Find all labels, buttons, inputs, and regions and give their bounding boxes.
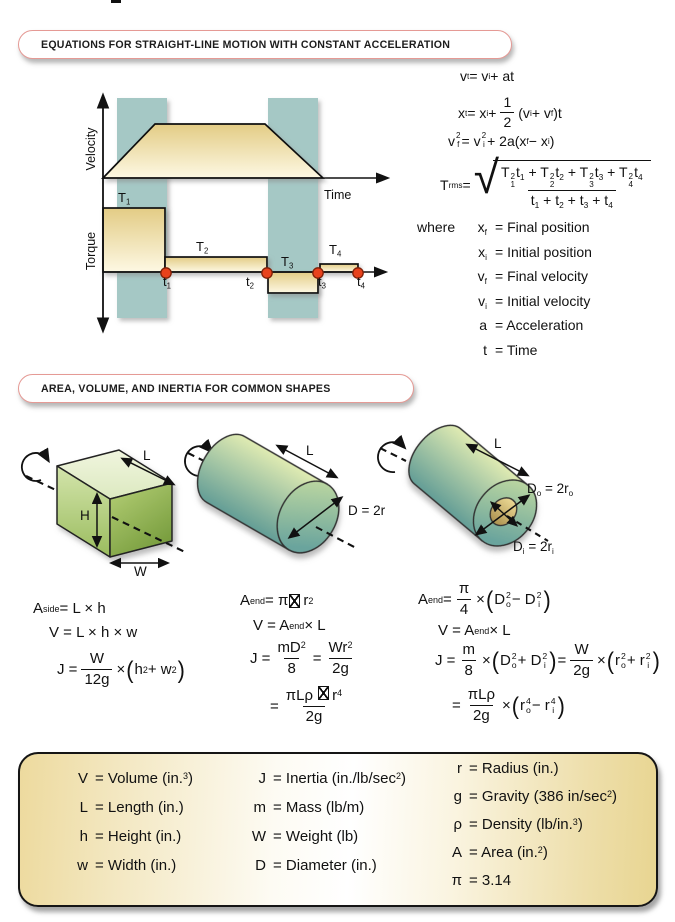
cylinder-shape <box>185 425 356 564</box>
time-label-3: $t_3$ <box>318 274 326 291</box>
legend-definition: = Mass (lb/m) <box>273 799 365 816</box>
where-definition: = Final position <box>495 219 590 235</box>
legend-symbol: D <box>255 857 266 874</box>
crop-mark <box>111 0 121 3</box>
time-label-2: $t_2$ <box>246 274 254 291</box>
velocity-torque-graph <box>55 80 425 350</box>
legend-box <box>18 752 658 907</box>
legend-symbol: A <box>451 844 462 861</box>
legend-symbol: π <box>451 872 462 889</box>
legend-symbol: r <box>457 760 462 777</box>
equation-position: x t = x i + $\frac{1}{2}$ (v i + v f )t <box>458 94 562 130</box>
legend-symbol: ρ <box>453 816 462 833</box>
where-definition: = Acceleration <box>495 317 584 334</box>
legend-definition: = Diameter (in.) <box>273 857 377 874</box>
tube-area-formula: A end = $\frac{\pi}{4}$ × ( D 2 o − D 2 i ) <box>418 580 551 618</box>
where-symbol: a <box>479 317 487 334</box>
cylinder-inertia-formula-2: = $\frac{\pi L\rho r^4}{2g}$ <box>270 687 343 725</box>
where-definition: = Final velocity <box>495 268 588 285</box>
tube-inner-diameter-label: $D_i = 2r_i$ <box>513 539 554 556</box>
torque-block-1 <box>103 208 165 272</box>
torque-block-4 <box>320 264 358 272</box>
torque-label-4: $T_4$ <box>329 242 342 259</box>
velocity-axis-label: Velocity <box>84 127 98 171</box>
legend-row <box>434 816 617 844</box>
box-area-formula: A side = L × h <box>33 600 106 617</box>
box-volume-formula: V = L × h × w <box>49 624 138 641</box>
legend-row <box>434 760 617 788</box>
legend-row <box>60 799 193 828</box>
where-definition: = Initial velocity <box>495 292 591 309</box>
equation-velocity: v t = v i + at <box>460 68 515 84</box>
legend-row <box>238 857 406 886</box>
cylinder-length-label: L <box>306 443 314 458</box>
torque-axis-label: Torque <box>84 231 98 271</box>
cylinder-area-formula: A end = π r 2 <box>240 592 314 609</box>
tube-rotation-arrow <box>378 442 404 472</box>
banner-shapes <box>18 374 414 403</box>
legend-definition: = Radius (in.) <box>469 760 559 777</box>
legend-definition: = Gravity (386 $in/\sec^2$) <box>469 788 617 805</box>
legend-definition: = Width (in.) <box>95 857 177 874</box>
legend-symbol: h <box>79 828 88 845</box>
cylinder-inertia-formula: J = $\frac{mD^2}{8}$ = $\frac{Wr^2}{2g}$ <box>250 639 353 677</box>
tube-shape <box>378 415 550 559</box>
time-label-1: $t_1$ <box>163 274 171 291</box>
legend-definition: = Volume (in.$^3$) <box>95 770 193 787</box>
legend-symbol: w <box>77 857 88 874</box>
legend-column-2 <box>238 770 406 886</box>
legend-symbol: m <box>253 799 266 816</box>
box-length-label: L <box>143 448 151 463</box>
where-row-t <box>417 342 592 367</box>
legend-row <box>434 872 617 900</box>
where-row-a <box>417 317 592 342</box>
where-symbol: $x_i$ <box>478 243 487 262</box>
tube-length-label: L <box>494 436 502 451</box>
tube-inertia-formula-2: = $\frac{\text{πLρ}}{2g}$ × ( r 4 o − r 4 i ) <box>452 686 565 724</box>
legend-definition: = Weight (lb) <box>273 828 359 845</box>
legend-definition: = Height (in.) <box>95 828 182 845</box>
legend-symbol: L <box>79 799 88 816</box>
legend-row <box>238 828 406 857</box>
where-symbol: $v_i$ <box>478 292 487 311</box>
legend-definition: = 3.14 <box>469 872 512 889</box>
where-definition: = Initial position <box>495 243 592 260</box>
banner-shapes-label: AREA, VOLUME, AND INERTIA FOR COMMON SHAPES <box>41 382 331 395</box>
box-inertia-formula: J = $\frac{W}{12g}$ × ( h 2 + w 2 ) <box>57 650 185 688</box>
banner-motion <box>18 30 512 59</box>
legend-row <box>238 770 406 799</box>
torque-label-2: $T_2$ <box>196 239 209 256</box>
where-symbol: $v_f$ <box>477 268 487 287</box>
where-row-xf <box>417 219 592 244</box>
time-axis-label: Time <box>324 188 352 202</box>
tube-axis-dashed <box>380 448 406 461</box>
banner-motion-label: EQUATIONS FOR STRAIGHT-LINE MOTION WITH CONSTANT ACCELERATION <box>41 38 451 51</box>
cylinder-volume-formula: V = A end × L <box>253 617 326 634</box>
where-prefix: where <box>417 219 456 235</box>
tube-volume-formula: V = A end × L <box>438 622 511 639</box>
torque-label-1: $T_1$ <box>118 190 131 207</box>
legend-column-3 <box>434 760 617 900</box>
legend-row <box>434 844 617 872</box>
where-row-vf <box>417 268 592 293</box>
legend-definition: = Area (in.$^2$) <box>469 844 548 861</box>
legend-row <box>60 770 193 799</box>
where-row-xi <box>417 244 592 269</box>
tube-inertia-formula: J = $\frac{m}{8}$ × ( D 2 o + D 2 i ) = $\frac{W}{2g}$ × ( r 2 o + r 2 i ) <box>435 641 660 679</box>
legend-row <box>60 857 193 886</box>
legend-definition: = Inertia $(in./lb/\sec^2)$ <box>273 770 406 787</box>
time-label-4: $t_4$ <box>357 274 365 291</box>
legend-definition: = Length (in.) <box>95 799 184 816</box>
shapes-figure <box>0 420 675 615</box>
legend-row <box>60 828 193 857</box>
box-shape <box>22 450 185 563</box>
legend-symbol: J <box>258 770 266 787</box>
torque-block-2 <box>165 257 267 272</box>
equation-velocity-squared: v 2 f = v 2 i + 2a(x f − x i ) <box>448 131 555 149</box>
where-symbol: $x_f$ <box>477 219 487 237</box>
time-dot-2 <box>262 268 272 278</box>
torque-label-3: $T_3$ <box>281 254 294 271</box>
where-definition: = Time <box>495 341 538 358</box>
legend-row <box>238 799 406 828</box>
legend-column-1 <box>60 770 193 886</box>
torque-block-3 <box>268 272 318 293</box>
legend-definition: = Density (lb/in.$^3$) <box>469 816 583 833</box>
cylinder-diameter-label: D = 2r <box>348 503 386 518</box>
legend-symbol: g <box>453 788 462 805</box>
where-legend <box>417 219 592 367</box>
tube-outer-diameter-label: $D_o = 2r_o$ <box>527 481 574 498</box>
box-height-label: H <box>80 508 90 523</box>
equation-torque-rms: T rms = √ T 2 1 $t_1 + T$ 2 2 $t_2 + T$ 2 3 $t_3 + T$ 2 4 $t_4$ $t_1 + t_2 + t_3 + t_4$ <box>440 160 651 210</box>
box-axis-dashed <box>26 476 58 491</box>
legend-symbol: V <box>77 770 88 787</box>
legend-row <box>434 788 617 816</box>
legend-symbol: W <box>251 828 266 845</box>
where-row-vi <box>417 293 592 318</box>
where-symbol: t <box>483 341 487 358</box>
box-width-label: W <box>134 564 147 579</box>
